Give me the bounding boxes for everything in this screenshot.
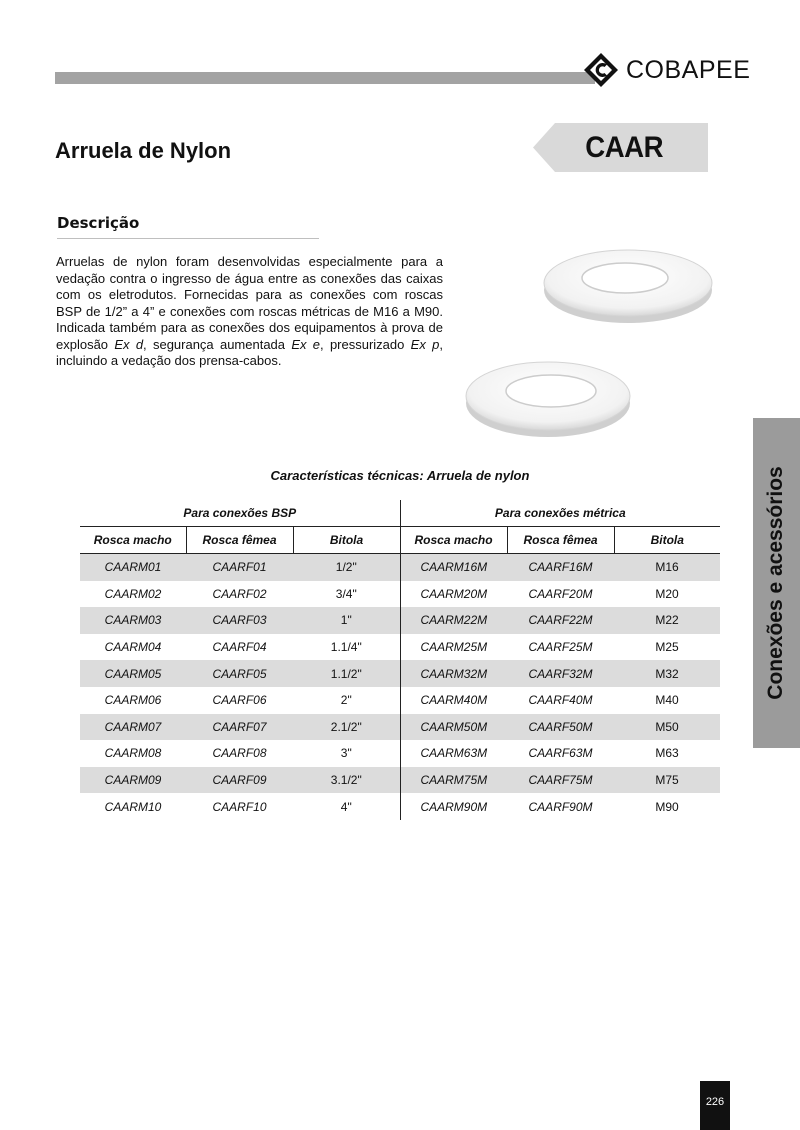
cell-metric-gauge: M32 — [614, 660, 720, 687]
cell-bsp-gauge: 1" — [293, 607, 400, 634]
cell-metric-female: CAARF90M — [528, 799, 593, 814]
cell-metric-male: CAARM63M — [400, 740, 507, 767]
cell-metric-male: CAARM22M — [400, 607, 507, 634]
cell-bsp-female: CAARF06 — [212, 693, 267, 708]
cell-metric-female: CAARF40M — [528, 693, 593, 708]
cell-bsp-female: CAARF08 — [212, 746, 267, 761]
cell-bsp-male: CAARM01 — [80, 554, 186, 581]
cell-metric-gauge: M50 — [614, 714, 720, 741]
col-header-metric-gauge: Bitola — [614, 527, 720, 554]
cell-metric-gauge: M22 — [614, 607, 720, 634]
cell-bsp-female: CAARF02 — [212, 586, 267, 601]
group-header-metric: Para conexões métrica — [400, 500, 720, 527]
cell-bsp-female: CAARF07 — [186, 714, 293, 741]
section-side-label: Conexões e acessórios — [764, 466, 787, 700]
product-code: CAAR — [585, 131, 664, 164]
washer-top — [544, 250, 712, 323]
table-row — [80, 793, 720, 820]
cobapee-logo-icon — [582, 52, 620, 88]
cell-bsp-male: CAARM02 — [104, 586, 162, 601]
cell-bsp-male: CAARM06 — [104, 693, 162, 708]
description-heading: Descrição — [57, 214, 140, 232]
cell-bsp-female: CAARF09 — [186, 767, 293, 794]
col-header-bsp-male: Rosca macho — [80, 527, 186, 554]
cell-metric-female: CAARF20M — [528, 586, 593, 601]
cell-bsp-gauge: 3.1/2" — [293, 767, 400, 794]
cell-bsp-male: CAARM10 — [104, 799, 162, 814]
cell-metric-male: CAARM40M — [400, 687, 507, 714]
cell-bsp-gauge: 1/2" — [293, 554, 400, 581]
table-row — [80, 581, 720, 608]
cell-bsp-male: CAARM08 — [104, 746, 162, 761]
cell-bsp-gauge: 4" — [340, 799, 352, 814]
cell-metric-gauge: M25 — [655, 640, 679, 655]
table-row — [80, 660, 720, 687]
table-row — [80, 687, 720, 714]
spec-table — [80, 500, 720, 820]
cell-metric-male: CAARM25M — [400, 634, 507, 661]
table-row — [80, 607, 720, 634]
description-italic-term: Ex e — [291, 336, 321, 352]
cell-bsp-female: CAARF05 — [186, 660, 293, 687]
table-row — [80, 634, 720, 661]
cell-metric-gauge: M40 — [655, 693, 679, 708]
cell-metric-female: CAARF50M — [507, 714, 614, 741]
product-code-tag — [533, 123, 708, 172]
description-segment: , pressurizado — [320, 336, 411, 352]
cell-metric-male: CAARM75M — [400, 767, 507, 794]
cell-metric-gauge: M63 — [655, 746, 679, 761]
cell-metric-gauge: M16 — [614, 554, 720, 581]
col-header-metric-female: Rosca fêmea — [507, 527, 614, 554]
product-title: Arruela de Nylon — [55, 138, 232, 163]
cell-bsp-gauge: 2" — [340, 693, 352, 708]
description-divider — [57, 238, 319, 239]
table-row — [80, 554, 720, 581]
cell-metric-gauge: M75 — [614, 767, 720, 794]
table-title: Características técnicas: Arruela de nylon — [270, 468, 530, 483]
table-row — [80, 714, 720, 741]
cell-bsp-male: CAARM09 — [80, 767, 186, 794]
description-segment: Arruelas de nylon foram desenvolvidas especialmente para a vedação contra o ingresso de água entre as conexões das caixas com os eletrodutos. Fornecidas para as conexões com roscas BSP de 1/2” a 4” e conexões com roscas métricas de M16 a M90. Indicada também para as conexões dos equipamentos à prova de explosão — [56, 254, 443, 352]
cell-bsp-gauge: 2.1/2" — [293, 714, 400, 741]
page-number: 226 — [705, 1096, 725, 1108]
cell-metric-male: CAARM20M — [400, 581, 507, 608]
cell-metric-female: CAARF16M — [507, 554, 614, 581]
cell-bsp-male: CAARM07 — [80, 714, 186, 741]
brand-logo — [582, 52, 752, 88]
group-header-bsp: Para conexões BSP — [183, 506, 297, 520]
description-italic-term: Ex d — [114, 336, 144, 352]
cell-bsp-gauge: 3/4" — [335, 586, 357, 601]
cell-metric-female: CAARF75M — [507, 767, 614, 794]
cell-metric-male: CAARM90M — [400, 793, 507, 820]
brand-name: COBAPEE — [626, 55, 751, 84]
cell-bsp-female: CAARF03 — [186, 607, 293, 634]
cell-metric-female: CAARF22M — [507, 607, 614, 634]
cell-bsp-gauge: 1.1/4" — [330, 640, 362, 655]
table-row — [80, 740, 720, 767]
description-segment: , incluindo a vedação dos prensa-cabos. — [56, 336, 443, 368]
cell-bsp-male: CAARM05 — [80, 660, 186, 687]
description-text — [56, 254, 443, 370]
cell-bsp-gauge: 3" — [340, 746, 352, 761]
cell-bsp-male: CAARM03 — [80, 607, 186, 634]
col-header-bsp-female: Rosca fêmea — [186, 527, 293, 554]
cell-metric-female: CAARF32M — [507, 660, 614, 687]
cell-metric-gauge: M90 — [655, 799, 679, 814]
cell-metric-male: CAARM32M — [400, 660, 507, 687]
washer-bottom — [466, 362, 630, 437]
cell-bsp-gauge: 1.1/2" — [293, 660, 400, 687]
cell-bsp-female: CAARF10 — [212, 799, 267, 814]
description-italic-term: Ex p — [410, 336, 440, 352]
cell-metric-female: CAARF63M — [528, 746, 593, 761]
cell-bsp-male: CAARM04 — [104, 640, 162, 655]
cell-metric-female: CAARF25M — [528, 640, 593, 655]
product-photo — [462, 240, 727, 445]
col-header-bsp-gauge: Bitola — [293, 527, 400, 554]
table-row — [80, 767, 720, 794]
cell-bsp-female: CAARF01 — [186, 554, 293, 581]
cell-bsp-female: CAARF04 — [212, 640, 267, 655]
cell-metric-male: CAARM16M — [400, 554, 507, 581]
cell-metric-male: CAARM50M — [400, 714, 507, 741]
cell-metric-gauge: M20 — [655, 586, 679, 601]
header-gray-bar — [55, 72, 595, 84]
description-segment: , segurança aumentada — [143, 336, 292, 352]
col-header-metric-male: Rosca macho — [400, 527, 507, 554]
